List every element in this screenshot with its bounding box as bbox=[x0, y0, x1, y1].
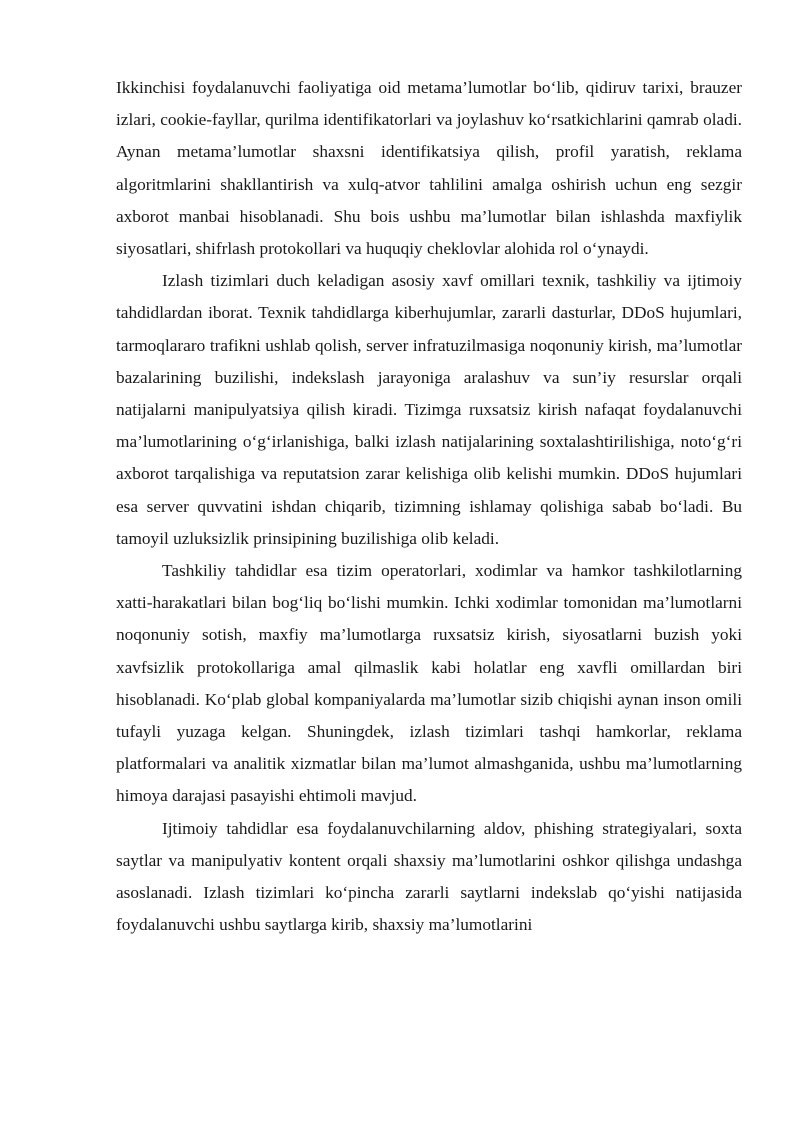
paragraph-metadata: Ikkinchisi foydalanuvchi faoliyatiga oid metama’lumotlar bo‘lib, qidiruv tarixi, brauzer izlari, cookie-fayllar, qurilma identifikatorlari va joylashuv ko‘rsatkichlarini qamrab oladi. Aynan metama’lumotlar shaxsni identifikatsiya qilish, profil yaratish, reklama algoritmlarini shakllantirish va xulq-atvor tahlilini amalga oshirish uchun eng sezgir axborot manbai hisoblanadi. Shu bois ushbu ma’lumotlar bilan ishlashda maxfiylik siyosatlari, shifrlash protokollari va huquqiy cheklovlar alohida rol o‘ynaydi. bbox=[116, 78, 742, 259]
paragraph-organizational-threats: Tashkiliy tahdidlar esa tizim operatorlari, xodimlar va hamkor tashkilotlarning xatti-harakatlari bilan bog‘liq bo‘lishi mumkin. Ichki xodimlar tomonidan ma’lumotlarni noqonuniy sotish, maxfiy ma’lumotlarga ruxsatsiz kirish, siyosatlarni buzish yoki xavfsizlik protokollariga amal qilmaslik kabi holatlar eng xavfli omillardan biri hisoblanadi. Ko‘plab global kompaniyalarda ma’lumotlar sizib chiqishi aynan inson omili tufayli yuzaga kelgan. Shuningdek, izlash tizimlari tashqi hamkorlar, reklama platformalari va analitik xizmatlar bilan ma’lumot almashganida, ushbu ma’lumotlarning himoya darajasi pasayishi ehtimoli mavjud. bbox=[116, 561, 742, 806]
paragraph-risk-factors: Izlash tizimlari duch keladigan asosiy xavf omillari texnik, tashkiliy va ijtimoiy tahdidlardan iborat. Texnik tahdidlarga kiberhujumlar, zararli dasturlar, DDoS hujumlari, tarmoqlararo trafikni ushlab qolish, server infratuzilmasiga noqonuniy kirish, ma’lumotlar bazalarining buzilishi, indekslash jarayoniga aralashuv va sun’iy resurslar orqali natijalarni manipulyatsiya qilish kiradi. Tizimga ruxsatsiz kirish nafaqat foydalanuvchi ma’lumotlarining o‘g‘irlanishiga, balki izlash natijalarining soxtalashtirilishiga, noto‘g‘ri axborot tarqalishiga va reputatsion zarar kelishiga olib kelishi mumkin. DDoS hujumlari esa server quvvatini ishdan chiqarib, tizimning ishlamay qolishiga sabab bo‘ladi. Bu tamoyil uzluksizlik prinsipining buzilishiga olib keladi. bbox=[116, 271, 742, 548]
document-page bbox=[116, 72, 742, 941]
paragraph-social-threats: Ijtimoiy tahdidlar esa foydalanuvchilarning aldov, phishing strategiyalari, soxta saytlar va manipulyativ kontent orqali shaxsiy ma’lumotlarini oshkor qilishga undashga asoslanadi. Izlash tizimlari ko‘pincha zararli saytlarni indekslab qo‘yishi natijasida foydalanuvchi ushbu saytlarga kirib, shaxsiy ma’lumotlarini bbox=[116, 818, 742, 935]
